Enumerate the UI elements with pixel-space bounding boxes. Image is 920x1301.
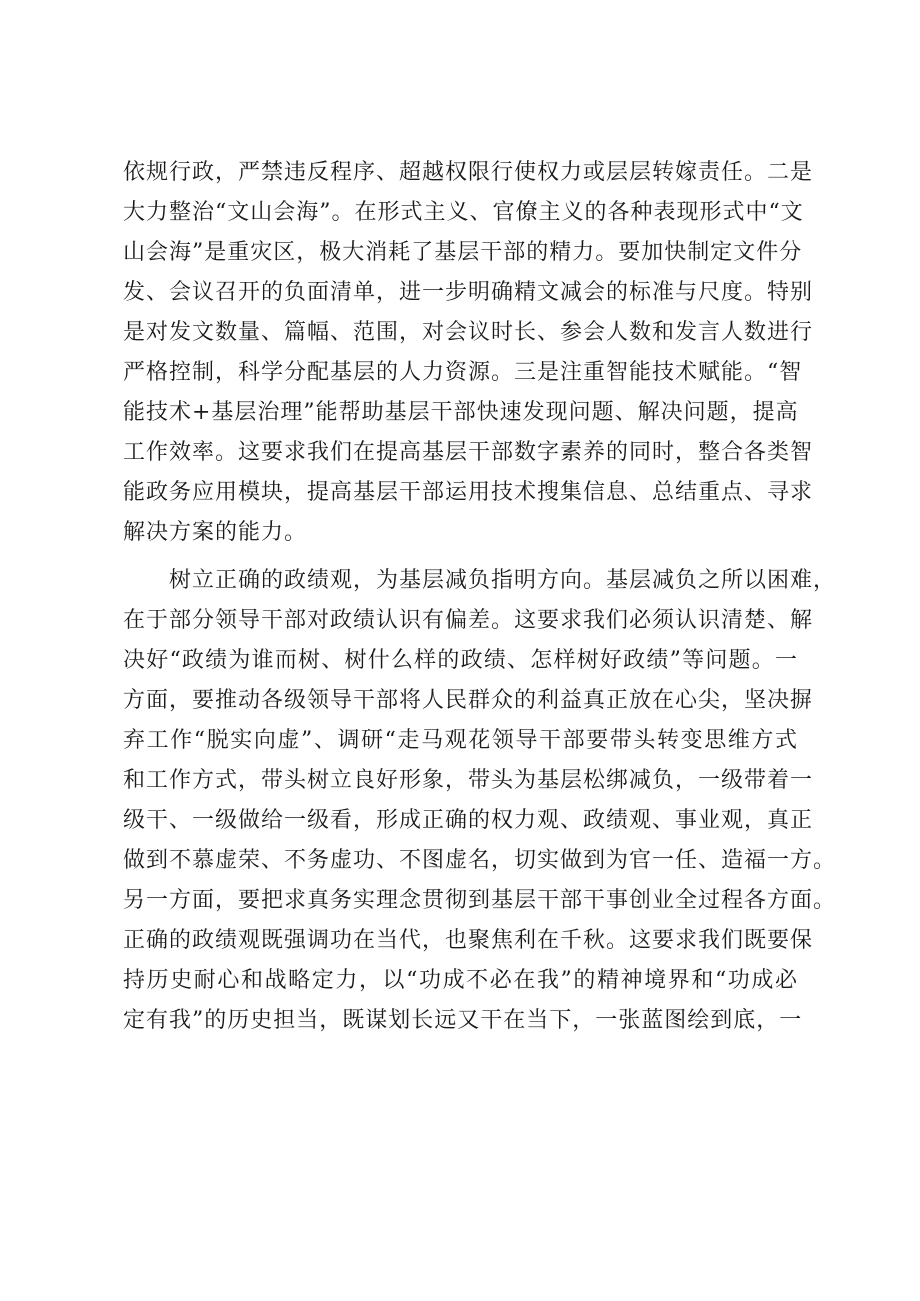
text-line: 定有我”的历史担当，既谋划长远又干在当下，一张蓝图绘到底，一: [123, 1008, 803, 1033]
text-line: 方面，要推动各级领导干部将人民群众的利益真正放在心尖，坚决摒: [123, 688, 814, 713]
text-line: 级干、一级做给一级看，形成正确的权力观、政绩观、事业观，真正: [123, 808, 814, 833]
text-line: 持历史耐心和战略定力，以“功成不必在我”的精神境界和“功成必: [123, 968, 798, 993]
paragraph-gap: [123, 553, 798, 561]
text-line: 发、会议召开的负面清单，进一步明确精文减会的标准与尺度。特别: [123, 280, 814, 305]
text-line: 能政务应用模块，提高基层干部运用技术搜集信息、总结重点、寻求: [123, 480, 814, 505]
text-line: 山会海”是重灾区，极大消耗了基层干部的精力。要加快制定文件分: [123, 240, 803, 265]
text-line: 在于部分领导干部对政绩认识有偏差。这要求我们必须认识清楚、解: [123, 608, 814, 633]
text-line: 决好“政绩为谁而树、树什么样的政绩、怎样树好政绩”等问题。一: [123, 648, 798, 673]
text-line: 树立正确的政绩观，为基层减负指明方向。基层减负之所以困难，: [169, 568, 837, 593]
text-line: 和工作方式，带头树立良好形象，带头为基层松绑减负，一级带着一: [123, 768, 814, 793]
text-line: 正确的政绩观既强调功在当代，也聚焦利在千秋。这要求我们既要保: [123, 928, 814, 953]
text-line: 大力整治“文山会海”。在形式主义、官僚主义的各种表现形式中“文: [123, 200, 804, 225]
text-line: 另一方面，要把求真务实理念贯彻到基层干部干事创业全过程各方面。: [123, 888, 837, 913]
text-line: 能技术+基层治理”能帮助基层干部快速发现问题、解决问题，提高: [123, 400, 799, 425]
text-line: 弃工作“脱实向虚”、调研“走马观花领导干部要带头转变思维方式: [123, 728, 798, 753]
text-line: 严格控制，科学分配基层的人力资源。三是注重智能技术赋能。“智: [123, 360, 803, 385]
text-line: 解决方案的能力。: [123, 520, 308, 545]
text-line: 是对发文数量、篇幅、范围，对会议时长、参会人数和发言人数进行: [123, 320, 814, 345]
paragraph-1: [123, 153, 814, 553]
text-line: 工作效率。这要求我们在提高基层干部数字素养的同时，整合各类智: [123, 440, 814, 465]
body-text: [123, 153, 837, 1041]
paragraph-2: [123, 561, 837, 1041]
text-line: 做到不慕虚荣、不务虚功、不图虚名，切实做到为官一任、造福一方。: [123, 848, 837, 873]
text-line: 依规行政，严禁违反程序、超越权限行使权力或层层转嫁责任。二是: [123, 160, 814, 185]
